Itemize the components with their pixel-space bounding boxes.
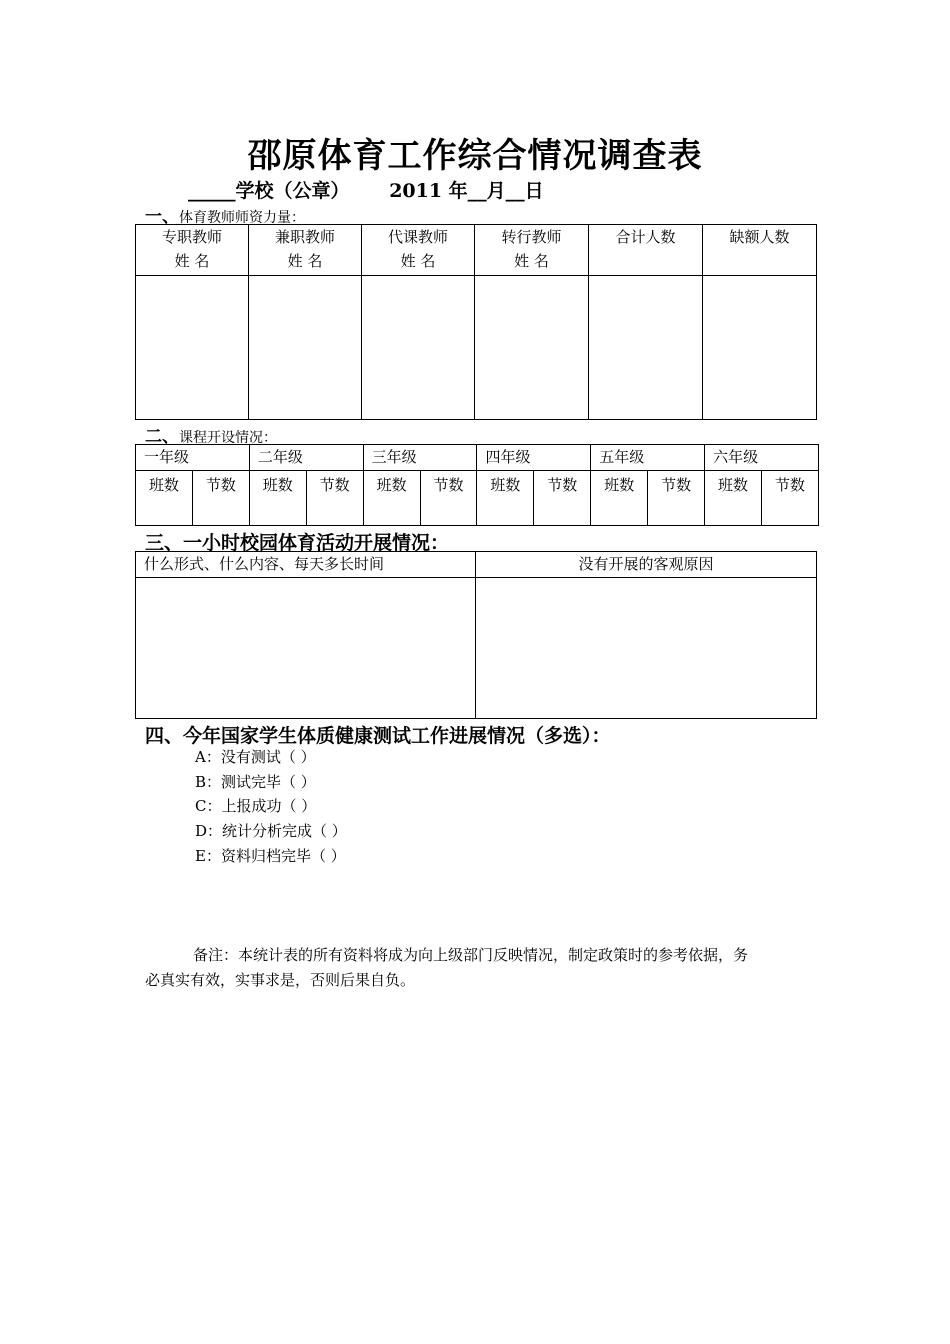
- substitute-teacher-cell[interactable]: [362, 276, 475, 420]
- course-table: [135, 444, 819, 526]
- header-total-count: 合计人数: [589, 225, 703, 276]
- remark-line-1: 备注：本统计表的所有资料将成为向上级部门反映情况，制定政策时的参考依据，务: [193, 946, 749, 964]
- section3-heading: 三、一小时校园体育活动开展情况：: [145, 532, 450, 554]
- grade-3-periods[interactable]: 节数: [420, 471, 477, 526]
- activity-form-cell[interactable]: [136, 578, 476, 719]
- parttime-teacher-cell[interactable]: [249, 276, 362, 420]
- option-a[interactable]: A：没有测试（ ）: [195, 748, 316, 766]
- teacher-staff-table: [135, 224, 817, 420]
- not-carried-out-reason-header: 没有开展的客观原因: [476, 552, 817, 578]
- not-carried-out-reason-cell[interactable]: [476, 578, 817, 719]
- section2-number: 二、: [145, 427, 179, 447]
- header-fulltime-teacher: 专职教师 姓 名: [136, 225, 249, 276]
- remark-line-2: 必真实有效，实事求是，否则后果自负。: [145, 971, 416, 989]
- grade-1-periods[interactable]: 节数: [192, 471, 249, 526]
- header-parttime-teacher: 兼职教师 姓 名: [249, 225, 362, 276]
- school-date-line: _____学校（公章） 2011 年__月__日: [188, 180, 544, 202]
- option-e[interactable]: E：资料归档完毕（ ）: [195, 847, 346, 865]
- activity-form-header: 什么形式、什么内容、每天多长时间: [136, 552, 476, 578]
- grade-6-periods[interactable]: 节数: [761, 471, 818, 526]
- header-vacancy-count: 缺额人数: [703, 225, 817, 276]
- grade-5-header: 五年级: [591, 445, 705, 471]
- option-d[interactable]: D：统计分析完成（ ）: [195, 822, 347, 840]
- grade-4-classes[interactable]: 班数: [477, 471, 534, 526]
- transferred-teacher-cell[interactable]: [475, 276, 589, 420]
- grade-6-header: 六年级: [705, 445, 819, 471]
- section2-label: 课程开设情况：: [179, 430, 277, 446]
- grade-1-classes[interactable]: 班数: [136, 471, 193, 526]
- total-count-cell[interactable]: [589, 276, 703, 420]
- grade-2-periods[interactable]: 节数: [306, 471, 363, 526]
- remark-note: [145, 943, 815, 993]
- grade-4-header: 四年级: [477, 445, 591, 471]
- grade-2-classes[interactable]: 班数: [249, 471, 306, 526]
- header-transferred-teacher: 转行教师 姓 名: [475, 225, 589, 276]
- grade-5-classes[interactable]: 班数: [591, 471, 648, 526]
- option-b[interactable]: B：测试完毕（ ）: [195, 773, 316, 791]
- grade-4-periods[interactable]: 节数: [534, 471, 591, 526]
- grade-3-header: 三年级: [363, 445, 477, 471]
- section1-label: 体育教师师资力量：: [179, 210, 305, 226]
- grade-6-classes[interactable]: 班数: [705, 471, 762, 526]
- section4-heading: 四、今年国家学生体质健康测试工作进展情况（多选）：: [145, 725, 611, 747]
- header-substitute-teacher: 代课教师 姓 名: [362, 225, 475, 276]
- section1-number: 一、: [145, 207, 179, 227]
- option-c[interactable]: C：上报成功（ ）: [195, 797, 317, 815]
- vacancy-count-cell[interactable]: [703, 276, 817, 420]
- page-title: 邵原体育工作综合情况调查表: [247, 136, 703, 176]
- grade-2-header: 二年级: [249, 445, 363, 471]
- activity-table: [135, 551, 817, 719]
- grade-1-header: 一年级: [136, 445, 250, 471]
- fulltime-teacher-cell[interactable]: [136, 276, 249, 420]
- grade-3-classes[interactable]: 班数: [363, 471, 420, 526]
- grade-5-periods[interactable]: 节数: [648, 471, 705, 526]
